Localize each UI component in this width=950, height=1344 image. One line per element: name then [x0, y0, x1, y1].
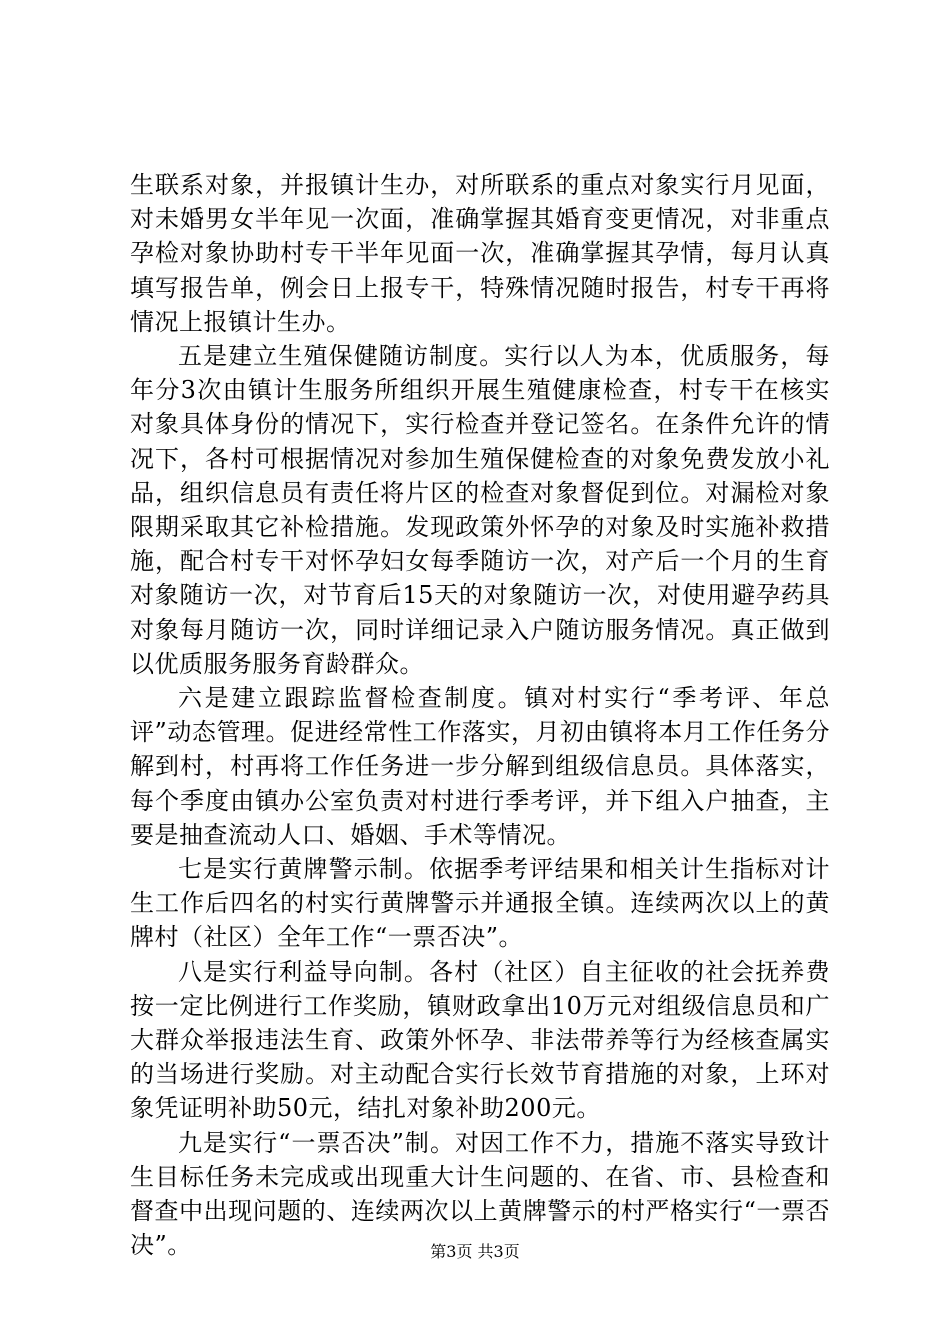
- document-body: [130, 168, 830, 1263]
- paragraph-continuation: 生联系对象，并报镇计生办，对所联系的重点对象实行月见面，对未婚男女半年见一次面，准确掌握其婚育变更情况，对非重点孕检对象协助村专干半年见面一次，准确掌握其孕情，每月认真填写报告单，例会日上报专干，特殊情况随时报告，村专干再将情况上报镇计生办。: [130, 171, 830, 336]
- paragraph-incentive-guidance: 八是实行利益导向制。各村（社区）自主征收的社会抚养费按一定比例进行工作奖励，镇财政拿出10万元对组级信息员和广大群众举报违法生育、政策外怀孕、非法带养等行为经核查属实的当场进行奖励。对主动配合实行长效节育措施的对象，上环对象凭证明补助50元，结扎对象补助200元。: [130, 957, 830, 1123]
- paragraph-one-vote-veto: 九是实行“一票否决”制。对因工作不力，措施不落实导致计生目标任务未完成或出现重大计生问题的、在省、市、县检查和督查中出现问题的、连续两次以上黄牌警示的村严格实行“一票否决”。: [130, 1128, 830, 1260]
- paragraph-supervision-inspection: 六是建立跟踪监督检查制度。镇对村实行“季考评、年总评”动态管理。促进经常性工作落实，月初由镇将本月工作任务分解到村，村再将工作任务进一步分解到组级信息员。具体落实，每个季度由镇办公室负责对村进行季考评，并下组入户抽查，主要是抽查流动人口、婚姻、手术等情况。: [130, 684, 830, 849]
- paragraph-yellow-card-warning: 七是实行黄牌警示制。依据季考评结果和相关计生指标对计生工作后四名的村实行黄牌警示并通报全镇。连续两次以上的黄牌村（社区）全年工作“一票否决”。: [130, 855, 830, 952]
- page-number-footer: 第3页 共3页: [430, 1242, 520, 1261]
- paragraph-reproductive-health-followup: 五是建立生殖保健随访制度。实行以人为本，优质服务，每年分3次由镇计生服务所组织开展生殖健康检查，村专干在核实对象具体身份的情况下，实行检查并登记签名。在条件允许的情况下，各村可根据情况对参加生殖保健检查的对象免费发放小礼品，组织信息员有责任将片区的检查对象督促到位。对漏检对象限期采取其它补检措施。发现政策外怀孕的对象及时实施补救措施，配合村专干对怀孕妇女每季随访一次，对产后一个月的生育对象随访一次，对节育后15天的对象随访一次，对使用避孕药具对象每月随访一次，同时详细记录入户随访服务情况。真正做到以优质服务服务育龄群众。: [130, 342, 830, 678]
